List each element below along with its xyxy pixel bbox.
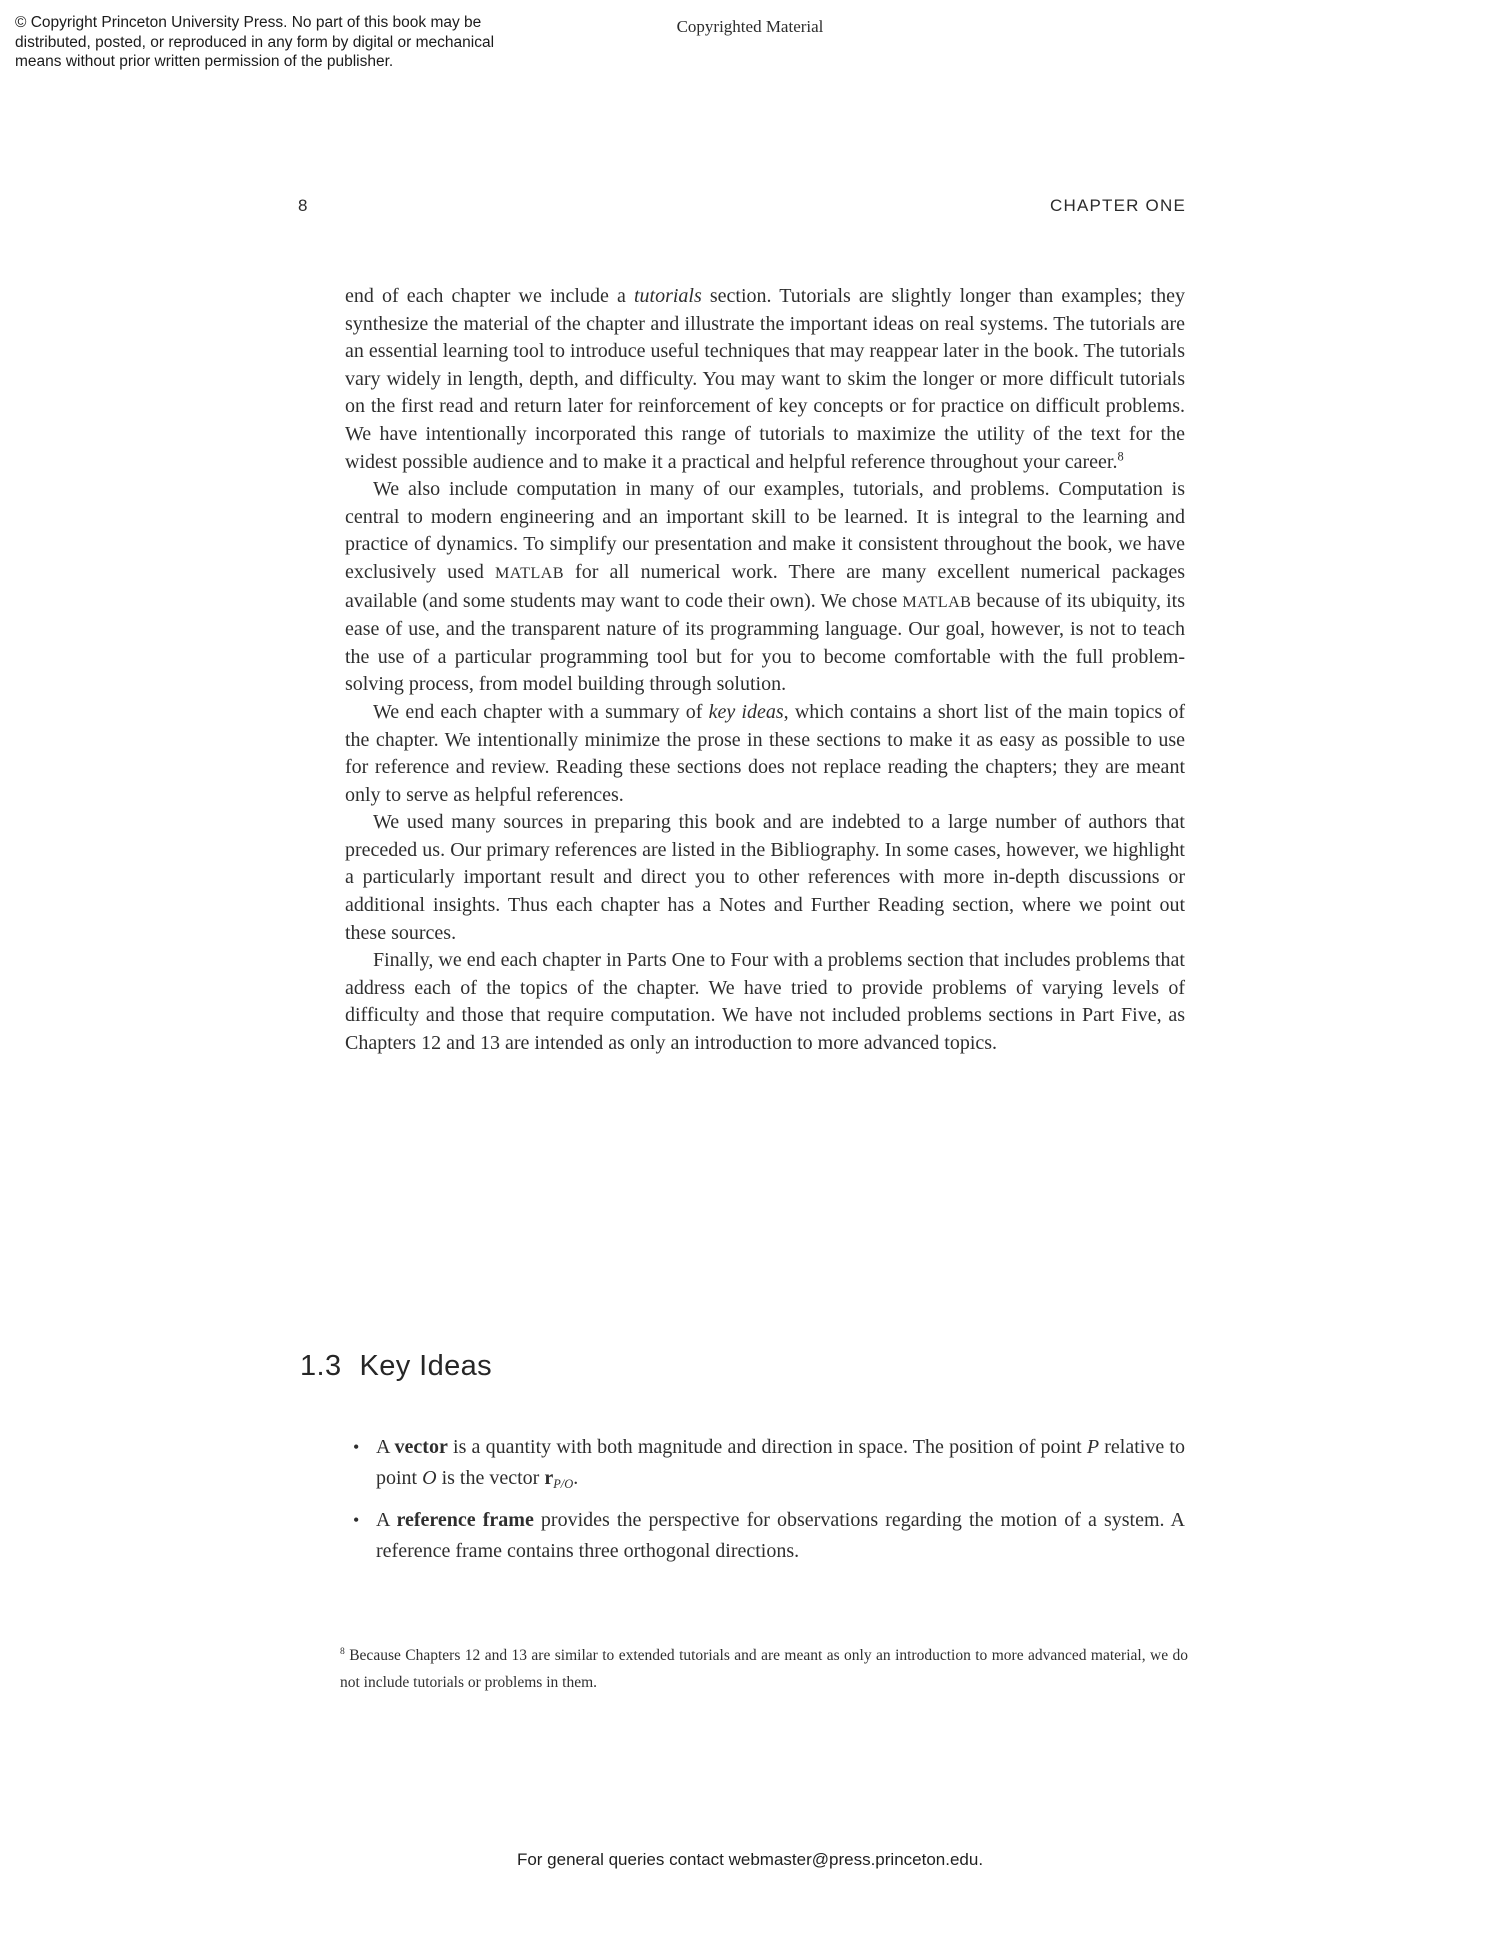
key-idea-vector	[345, 1432, 1185, 1494]
running-head	[298, 196, 1186, 216]
key-idea-vector-text: A vector is a quantity with both magnitude and direction in space. The position of point P relative to point O is the vector $r_{P/O}$.	[376, 1436, 1185, 1491]
copyrighted-material-watermark: Copyrighted Material	[676, 17, 824, 36]
paragraph-key-ideas-summary: We end each chapter with a summary of key ideas, which contains a short list of the main topics of the chapter. We intentionally minimize the prose in these sections to make it as easy as possible to use for reference and review. Reading these sections does not replace reading the chapters; they are meant only to serve as helpful references.	[345, 700, 1185, 806]
paragraph-sources: We used many sources in preparing this book and are indebted to a large number of authors that preceded us. Our primary references are listed in the Bibliography. In some cases, however, we highlight a particularly important result and direct you to other references with more in-depth discussions or additional insights. Thus each chapter has a Notes and Further Reading section, where we point out these sources.	[345, 811, 1185, 944]
section-number: 1.3	[300, 1350, 342, 1382]
running-head-chapter: CHAPTER ONE	[1050, 196, 1186, 215]
bullet-icon: •	[353, 1437, 360, 1457]
paragraph-problems: Finally, we end each chapter in Parts One to Four with a problems section that includes problems that address each of the topics of the chapter. We have tried to provide problems of varying levels of difficulty and those that require computation. We have not included problems sections in Part Five, as Chapters 12 and 13 are intended as only an introduction to more advanced topics.	[345, 949, 1185, 1055]
page-number: 8	[298, 196, 308, 215]
paragraph-computation: We also include computation in many of our examples, tutorials, and problems. Computation is central to modern engineering and an important skill to be learned. It is integral to the learning and practice of dynamics. To simplify our presentation and make it consistent throughout the book, we have exclusively used MATLAB for all numerical work. There are many excellent numerical packages available (and some students may want to code their own). We chose MATLAB because of its ubiquity, its ease of use, and the transparent nature of its programming language. Our goal, however, is not to teach the use of a particular programming tool but for you to become comfortable with the full problem-solving process, from model building through solution.	[345, 478, 1186, 696]
footer-queries-line: For general queries contact webmaster@press.princeton.edu.	[516, 1850, 984, 1869]
key-idea-reference-frame	[345, 1505, 1185, 1567]
bullet-icon: •	[353, 1510, 360, 1530]
footnote: $^8$ Because Chapters 12 and 13 are similar to extended tutorials and are meant as only an introduction to more advanced material, we do not include tutorials or problems in them.	[340, 1645, 1188, 1691]
section-heading	[300, 1350, 492, 1383]
body-text-column	[345, 283, 1185, 1058]
key-idea-reference-frame-text: A reference frame provides the perspective for observations regarding the motion of a system. A reference frame contains three orthogonal directions.	[376, 1509, 1185, 1562]
paragraph-tutorials: end of each chapter we include a tutorials section. Tutorials are slightly longer than examples; they synthesize the material of the chapter and illustrate the important ideas on real systems. The tutorials are an essential learning tool to introduce useful techniques that may reappear later in the book. The tutorials vary widely in length, depth, and difficulty. You may want to skim the longer or more difficult tutorials on the first read and return later for reinforcement of key concepts or for practice on difficult problems. We have intentionally incorporated this range of tutorials to maximize the utility of the text for the widest possible audience and to make it a practical and helpful reference throughout your career.$^8$	[345, 285, 1185, 473]
copyright-notice: © Copyright Princeton University Press. No part of this book may be distributed, posted, or reproduced in any form by digital or mechanical means without prior written permission of the publisher.	[15, 14, 495, 70]
key-ideas-list	[345, 1432, 1185, 1578]
section-title: Key Ideas	[359, 1350, 493, 1382]
